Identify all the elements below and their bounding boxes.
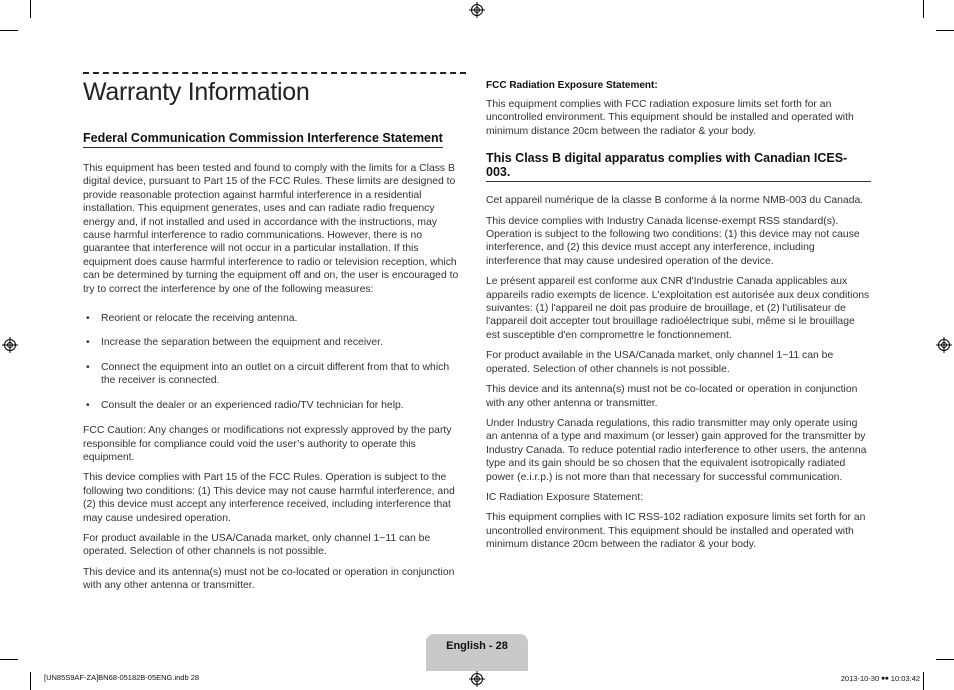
fcc-interference-heading: Federal Communication Commission Interference Statement (83, 131, 443, 148)
antenna-paragraph-right: This device and its antenna(s) must not be co-located or operation in conjunction with any other antenna or transmitter. (486, 384, 858, 409)
crop-mark-bottom-left-v (30, 672, 31, 690)
measures-list (83, 312, 466, 412)
registration-mark-top-icon (469, 2, 485, 18)
channel-paragraph: For product available in the USA/Canada market, only channel 1~11 can be operated. Selection of other channels is not possible. (83, 532, 431, 558)
registration-mark-left-icon (2, 337, 18, 353)
list-item: • Consult the dealer or an experienced radio/TV technician for help. (83, 399, 466, 412)
page-title: Warranty Information (83, 78, 310, 106)
ic-regulations-paragraph: Under Industry Canada regulations, this radio transmitter may only operate using an antenna of a type and maximum (or lesser) gain approved for the transmitter by Industry Canada. To reduce potential radio interference to other users, the antenna type and its gain should be so chosen that the equivalent isotropically radiated power (e.i.r.p.) is not more than that necessary for successful communication. (486, 417, 867, 483)
fcc-radiation-heading: FCC Radiation Exposure Statement: (486, 80, 658, 91)
ic-radiation-paragraph: This equipment complies with IC RSS-102 radiation exposure limits set forth for an uncontrolled environment. This equipment should be installed and operated with minimum distance 20cm between the radiator & your body. (486, 512, 866, 551)
crop-mark-top-left-h (0, 30, 18, 31)
list-item: • Increase the separation between the equipment and receiver. (83, 336, 466, 349)
title-dashed-rule (83, 72, 466, 74)
registration-mark-bottom-icon (469, 671, 485, 687)
slug-right: 2013-10-30 ￭￭ 10:03:42 (840, 674, 920, 683)
crop-mark-top-right-h (936, 30, 954, 31)
crop-mark-bottom-right-v (923, 672, 924, 690)
list-item: • Connect the equipment into an outlet on a circuit different from that to which the receiver is connected. (83, 361, 466, 388)
crop-mark-bottom-left-h (0, 659, 18, 660)
antenna-paragraph: This device and its antenna(s) must not be co-located or operation in conjunction with any other antenna or transmitter. (83, 566, 455, 592)
ic-radiation-label: IC Radiation Exposure Statement: (486, 491, 644, 503)
fcc-intro-paragraph: This equipment has been tested and found to comply with the limits for a Class B digital device, pursuant to Part 15 of the FCC Rules. These limits are designed to provide reasonable protection against harmful interference in a residential installation. This equipment generates, uses and can radiate radio frequency energy and, if not installed and used in accordance with the instructions, may cause harmful interference to radio communications. However, there is no guarantee that interference will not occur in a particular installation. If this equipment does cause harmful interference to radio or television reception, which can be determined by turning the equipment off and on, the user is encouraged to try to correct the interference by one of the following measures: (83, 163, 459, 295)
fcc-radiation-paragraph: This equipment complies with FCC radiation exposure limits set forth for an uncontrolled environment. This equipment should be installed and operated with minimum distance 20cm between the radiator & your body. (486, 99, 854, 137)
slug-left: [UN85S9AF-ZA]BN68-05182B-05ENG.indb 28 (44, 673, 200, 682)
ic-rss-paragraph: This device complies with Industry Canada license-exempt RSS standard(s). Operation is subject to the following two conditions: (1) this device may not cause interference, and (2) this device must accept any interference, including interference that may cause undesired operation of the device. (486, 215, 860, 267)
part15-paragraph: This device complies with Part 15 of the FCC Rules. Operation is subject to the following two conditions: (1) This device may not cause harmful interference, and (2) this device must accept any interference received, including interference that may cause undesired operation. (83, 472, 455, 524)
nmb-paragraph: Cet appareil numérique de la classe B conforme á la norme NMB-003 du Canada. (486, 195, 864, 207)
fcc-caution-paragraph: FCC Caution: Any changes or modifications not expressly approved by the party responsible for compliance could void the user’s authority to operate this equipment. (83, 425, 452, 463)
crop-mark-top-left-v (30, 0, 31, 18)
crop-mark-top-right-v (923, 0, 924, 18)
crop-mark-bottom-right-h (936, 659, 954, 660)
left-column (83, 72, 466, 600)
cnr-paragraph: Le présent appareil est conforme aux CNR d'Industrie Canada applicables aux appareils radio exempts de licence. L'exploitation est autorisée aux deux conditions suivantes: (1) l'appareil ne doit pas produire de brouillage, et (2) l'utilisateur de l'appareil doit accepter tout brouillage radioélectrique subi, même si le brouillage est susceptible d'en compromettre le fonctionnement. (486, 276, 870, 341)
list-item: • Reorient or relocate the receiving antenna. (83, 312, 466, 325)
channel-paragraph-right: For product available in the USA/Canada market, only channel 1~11 can be operated. Selection of other channels is not possible. (486, 350, 834, 375)
right-column (486, 80, 871, 559)
registration-mark-right-icon (936, 337, 952, 353)
canada-ices-heading: This Class B digital apparatus complies with Canadian ICES-003. (486, 151, 871, 182)
page-number-tab: English - 28 (426, 634, 528, 671)
